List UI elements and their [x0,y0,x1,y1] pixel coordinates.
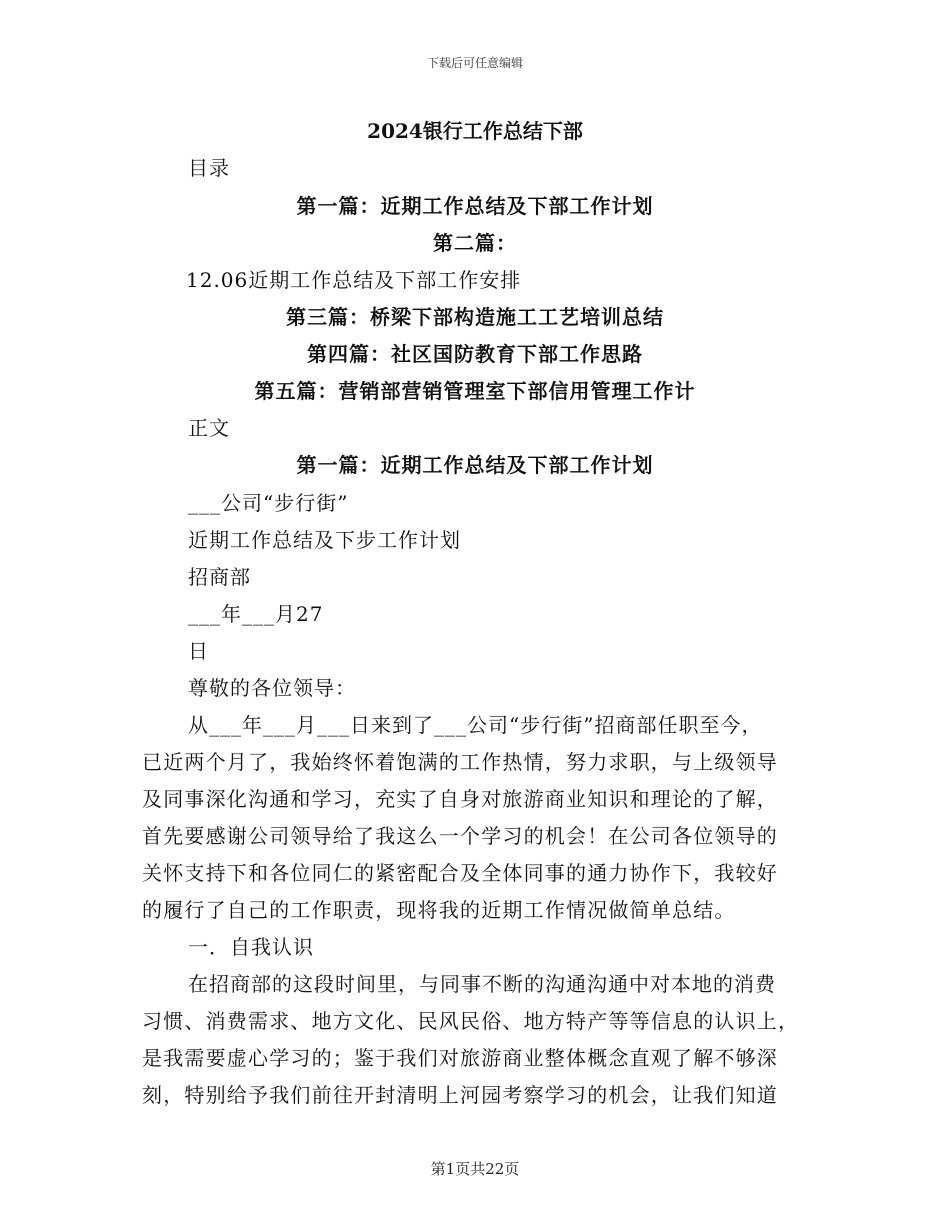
paragraph-line: 首先要感谢公司领导给了我这么一个学习的机会！在公司各位领导的 [142,824,778,848]
meta-report-title: 近期工作总结及下步工作计划 [188,528,461,552]
toc-label: 目录 [188,156,230,180]
subheading: 一．自我认识 [188,935,314,959]
toc-item-5: 第五篇：营销部营销管理室下部信用管理工作计 [254,379,696,403]
document-title: 2024银行工作总结下部 [367,119,583,143]
paragraph-line: 是我需要虚心学习的；鉴于我们对旅游商业整体概念直观了解不够深 [142,1046,778,1070]
toc-item-4: 第四篇：社区国防教育下部工作思路 [307,342,643,366]
paragraph-line: 的履行了自己的工作职责，现将我的近期工作情况做简单总结。 [142,898,736,922]
paragraph-line: 已近两个月了，我始终怀着饱满的工作热情，努力求职，与上级领导 [142,750,778,774]
paragraph-line: 从___年___月___日来到了___公司“步行街”招商部任职至今， [188,713,763,737]
meta-department: 招商部 [188,565,251,589]
paragraph-line: 刻，特别给予我们前往开封清明上河园考察学习的机会，让我们知道 [142,1083,778,1107]
paragraph-line: 习惯、消费需求、地方文化、民风民俗、地方特产等等信息的认识上， [142,1009,800,1033]
toc-item-2-subtitle: 12.06近期工作总结及下部工作安排 [186,268,522,292]
meta-date-day: 日 [188,639,209,663]
meta-company: ___公司“步行街” [188,491,349,515]
salutation: 尊敬的各位领导： [188,676,356,700]
toc-item-2: 第二篇： [433,231,517,255]
section-title: 第一篇：近期工作总结及下部工作计划 [296,453,654,477]
paragraph-line: 关怀支持下和各位同仁的紧密配合及全体同事的通力协作下，我较好 [142,861,778,885]
paragraph-line: 及同事深化沟通和学习，充实了自身对旅游商业知识和理论的了解， [142,787,778,811]
meta-date: ___年___月27 [188,602,324,626]
toc-item-3: 第三篇：桥梁下部构造施工工艺培训总结 [286,305,664,329]
body-label: 正文 [188,416,230,440]
page-header: 下载后可任意编辑 [426,56,523,70]
page-footer: 第1页共22页 [430,1160,520,1178]
toc-item-1: 第一篇：近期工作总结及下部工作计划 [296,194,654,218]
paragraph-line: 在招商部的这段时间里，与同事不断的沟通沟通中对本地的消费 [188,972,776,996]
